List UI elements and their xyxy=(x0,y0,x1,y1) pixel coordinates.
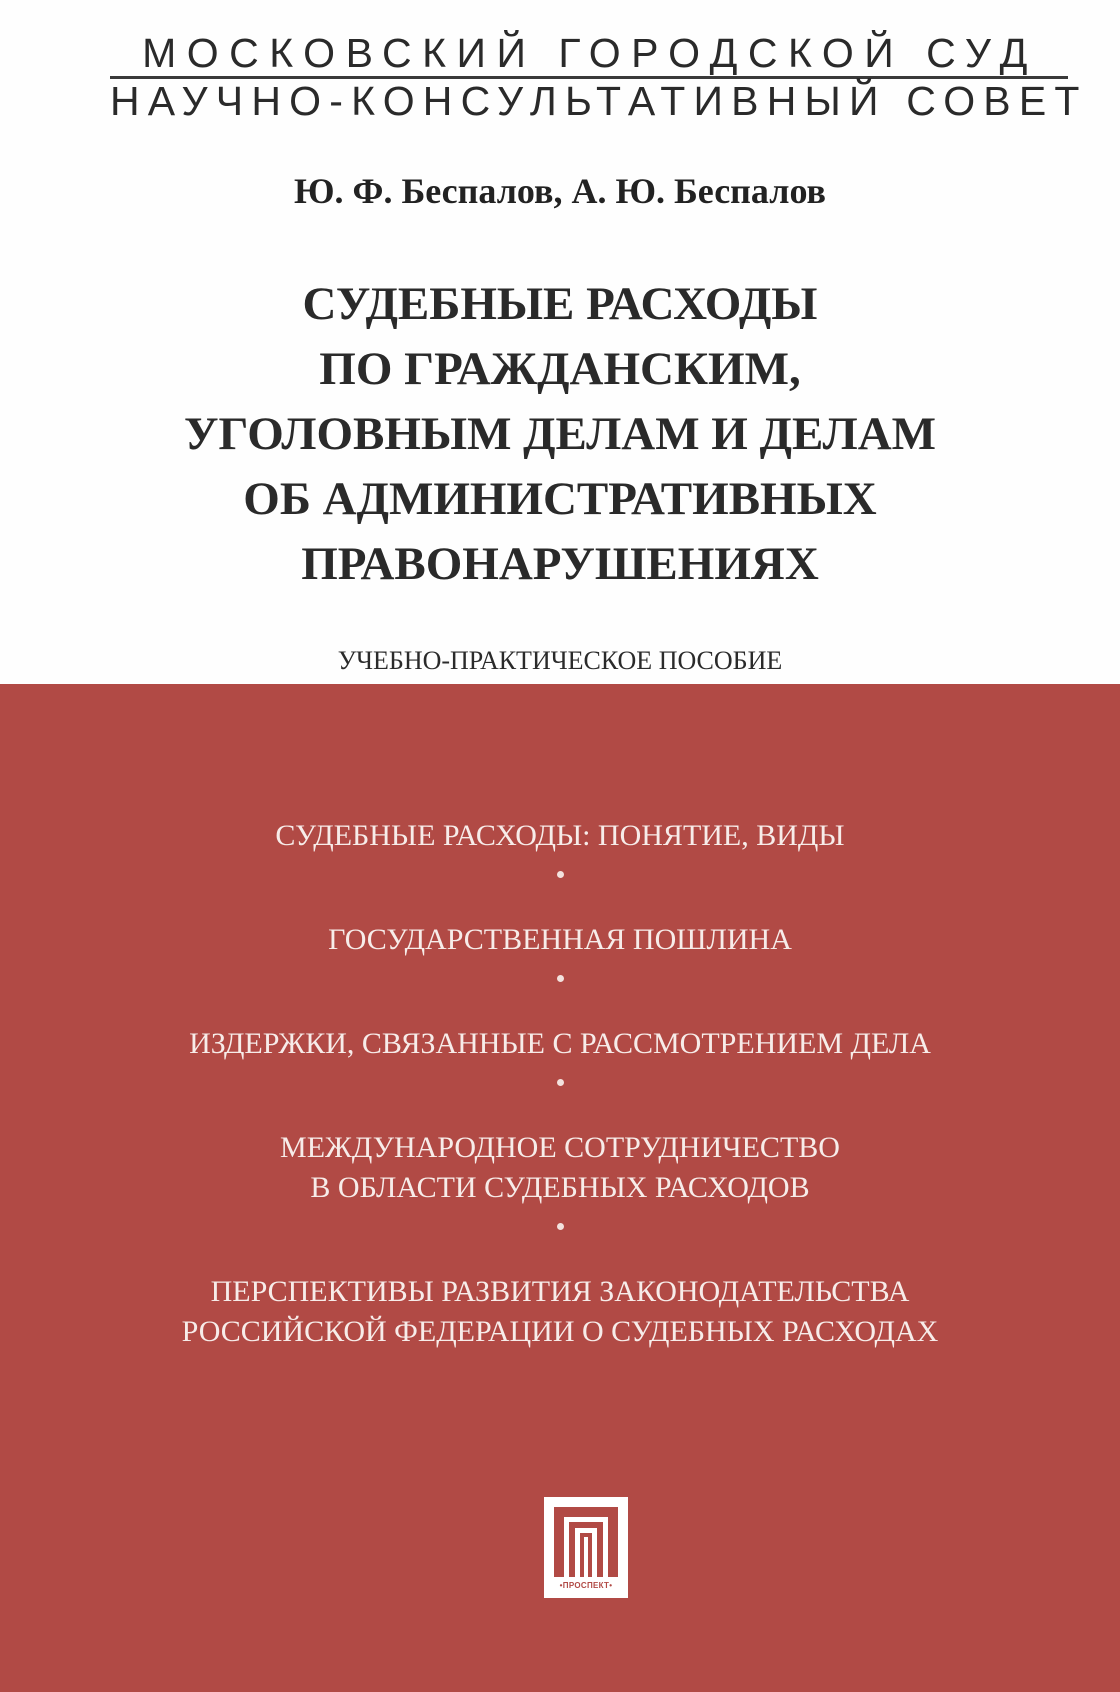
topic-item: ПЕРСПЕКТИВЫ РАЗВИТИЯ ЗАКОНОДАТЕЛЬСТВА xyxy=(210,1275,910,1308)
topic-item-continued: В ОБЛАСТИ СУДЕБНЫХ РАСХОДОВ xyxy=(310,1171,810,1204)
topic-item: МЕЖДУНАРОДНОЕ СОТРУДНИЧЕСТВО xyxy=(280,1131,840,1164)
title-line: ПО ГРАЖДАНСКИМ, xyxy=(319,343,801,395)
topic-item: СУДЕБНЫЕ РАСХОДЫ: ПОНЯТИЕ, ВИДЫ xyxy=(275,819,845,852)
title-line: ПРАВОНАРУШЕНИЯХ xyxy=(301,538,819,590)
topic-item: ИЗДЕРЖКИ, СВЯЗАННЫЕ С РАССМОТРЕНИЕМ ДЕЛА xyxy=(189,1027,931,1060)
book-subtitle: УЧЕБНО-ПРАКТИЧЕСКОЕ ПОСОБИЕ xyxy=(337,646,783,675)
title-line: ОБ АДМИНИСТРАТИВНЫХ xyxy=(243,473,877,525)
publisher-name: •ПРОСПЕКТ• xyxy=(559,1581,613,1590)
title-line: УГОЛОВНЫМ ДЕЛАМ И ДЕЛАМ xyxy=(183,408,937,460)
topic-item: ГОСУДАРСТВЕННАЯ ПОШЛИНА xyxy=(328,923,792,956)
bullet-dot xyxy=(557,1223,564,1230)
authors: Ю. Ф. Беспалов, А. Ю. Беспалов xyxy=(294,171,826,211)
bullet-dot xyxy=(557,871,564,878)
book-title xyxy=(0,272,1120,597)
series-line-council: НАУЧНО-КОНСУЛЬТАТИВНЫЙ СОВЕТ xyxy=(110,78,1088,124)
topics-list xyxy=(0,816,1120,1352)
series-line-court: МОСКОВСКИЙ ГОРОДСКОЙ СУД xyxy=(142,30,1038,76)
publisher-logo xyxy=(544,1497,628,1598)
bullet-dot xyxy=(557,975,564,982)
title-line: СУДЕБНЫЕ РАСХОДЫ xyxy=(302,278,818,330)
cover-top-panel xyxy=(0,0,1120,684)
building-portal-logo-icon xyxy=(544,1497,628,1581)
topic-item-continued: РОССИЙСКОЙ ФЕДЕРАЦИИ О СУДЕБНЫХ РАСХОДАХ xyxy=(181,1315,939,1348)
bullet-dot xyxy=(557,1079,564,1086)
